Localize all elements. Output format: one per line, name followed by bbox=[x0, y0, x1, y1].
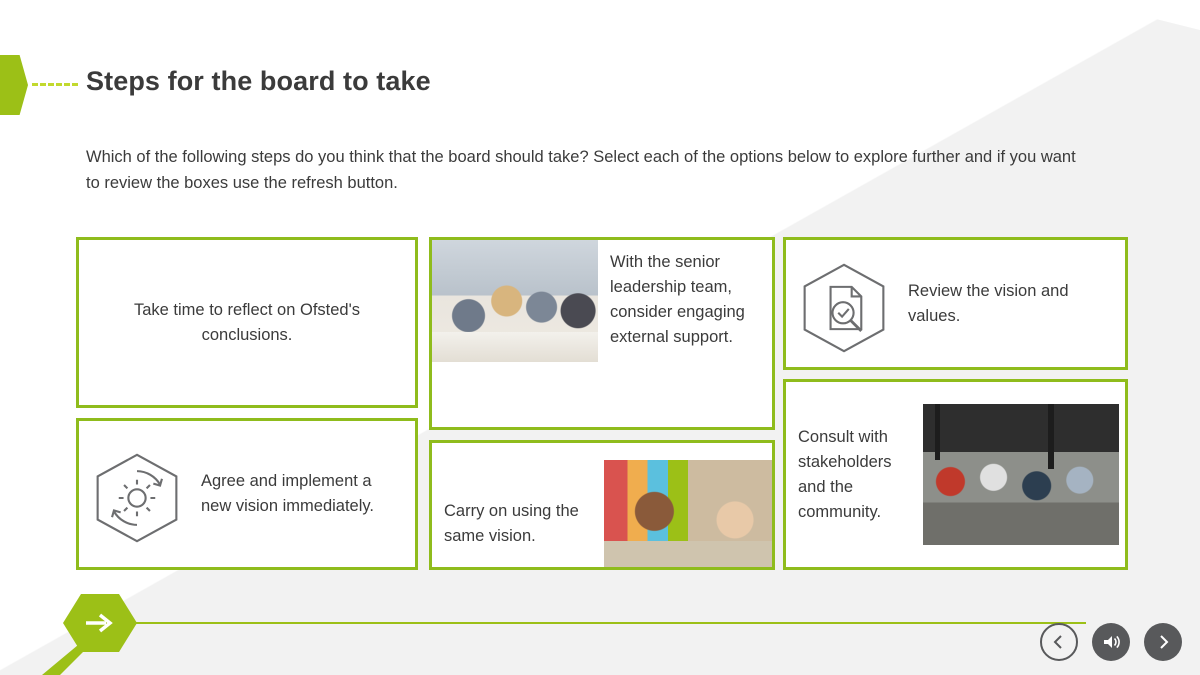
option-card-senior-leadership[interactable] bbox=[429, 237, 775, 430]
audio-button[interactable] bbox=[1092, 623, 1130, 661]
option-card-carry-on[interactable] bbox=[429, 440, 775, 570]
back-button[interactable] bbox=[1040, 623, 1078, 661]
player-controls bbox=[1040, 623, 1182, 661]
option-card-consult[interactable] bbox=[783, 379, 1128, 570]
options-grid bbox=[76, 237, 1128, 570]
option-card-reflect-label: Take time to reflect on Ofsted's conclusions. bbox=[134, 300, 360, 344]
photo-meeting bbox=[432, 240, 598, 362]
hex-document-search-icon bbox=[796, 260, 892, 356]
option-card-review-vision[interactable] bbox=[783, 237, 1128, 370]
option-card-carry-on-label: Carry on using the same vision. bbox=[444, 502, 579, 545]
option-card-consult-label: Consult with stakeholders and the community. bbox=[798, 427, 892, 521]
option-card-agree-vision-label: Agree and implement a new vision immediately. bbox=[201, 472, 375, 515]
next-button[interactable] bbox=[1144, 623, 1182, 661]
intro-text: Which of the following steps do you think that the board should take? Select each of the options below to explore further and if you want to review the boxes use the refresh button. bbox=[86, 148, 1076, 192]
option-card-senior-leadership-label: With the senior leadership team, consider engaging external support. bbox=[610, 253, 745, 346]
photo-classroom bbox=[604, 460, 772, 567]
hex-gear-refresh-icon bbox=[89, 450, 185, 546]
photo-community bbox=[923, 404, 1119, 545]
footer-rule bbox=[126, 622, 1086, 624]
dashed-connector bbox=[32, 83, 78, 86]
page-title: Steps for the board to take bbox=[86, 66, 431, 96]
option-card-reflect[interactable] bbox=[76, 237, 418, 408]
option-card-review-vision-label: Review the vision and values. bbox=[908, 281, 1069, 325]
hex-next-arrow-button[interactable] bbox=[62, 592, 138, 654]
option-card-agree-vision[interactable] bbox=[76, 418, 418, 570]
